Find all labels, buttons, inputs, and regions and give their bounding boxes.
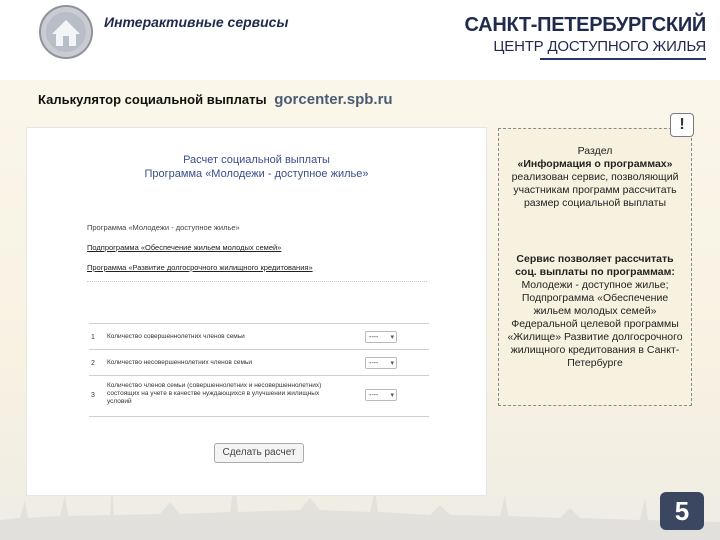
page-title: Интерактивные сервисы	[104, 14, 289, 30]
info-section-label: Раздел	[577, 145, 613, 157]
row-label: Количество несовершеннолетних членов семьи	[107, 359, 252, 366]
info-programs-list: Молодежи - доступное жилье; Подпрограмма «Обеспечение жильем молодых семей» Федеральной целевой программы «Жилище» Развитие долгосрочного жилищного кредитования в Санкт-Петербурге	[507, 279, 683, 369]
table-row	[89, 349, 429, 376]
row-number: 2	[91, 360, 95, 367]
calculator-screenshot	[27, 128, 486, 495]
table-row	[89, 375, 429, 417]
calc-heading: Расчет социальной выплаты	[183, 154, 330, 166]
row-label: Количество членов семьи (совершеннолетних и несовершеннолетних) состоящих на учете в качестве нуждающихся в улучшении жилищных условий	[107, 382, 322, 405]
exclamation-icon: !	[670, 113, 694, 137]
count-select[interactable]: ---- ▾	[365, 389, 397, 401]
brand-underline	[540, 58, 706, 60]
calculator-url[interactable]: gorcenter.spb.ru	[274, 91, 393, 108]
info-service-summary: Сервис позволяет рассчитать соц. выплаты по программам:	[515, 253, 675, 278]
calculator-caption	[38, 91, 393, 108]
divider	[87, 281, 427, 282]
calculator-label: Калькулятор социальной выплаты	[38, 92, 267, 107]
row-number: 1	[91, 334, 95, 341]
house-logo-icon	[38, 4, 94, 60]
program-link[interactable]: Программа «Молодежи - доступное жилье»	[87, 223, 240, 232]
calculate-button[interactable]: Сделать расчет	[214, 443, 304, 463]
row-label: Количество совершеннолетних членов семьи	[107, 333, 245, 340]
brand-name-line1: САНКТ-ПЕТЕРБУРГСКИЙ	[464, 14, 706, 36]
info-section-name: «Информация о программах»	[517, 158, 673, 170]
program-link[interactable]: Подпрограмма «Обеспечение жильем молодых семей»	[87, 243, 282, 252]
row-number: 3	[91, 392, 95, 399]
table-row	[89, 323, 429, 350]
page-number: 5	[660, 492, 704, 530]
info-callout	[498, 128, 692, 406]
count-select[interactable]: ---- ▾	[365, 357, 397, 369]
calc-subheading: Программа «Молодежи - доступное жилье»	[144, 168, 369, 180]
info-description: реализован сервис, позволяющий участникам программ рассчитать размер социальной выплаты	[511, 171, 679, 209]
info-paragraph-2	[507, 253, 683, 370]
program-link[interactable]: Программа «Развитие долгосрочного жилищного кредитования»	[87, 263, 313, 272]
brand-name-line2: ЦЕНТР ДОСТУПНОГО ЖИЛЬЯ	[493, 38, 706, 55]
info-paragraph-1	[507, 145, 683, 210]
count-select[interactable]: ---- ▾	[365, 331, 397, 343]
